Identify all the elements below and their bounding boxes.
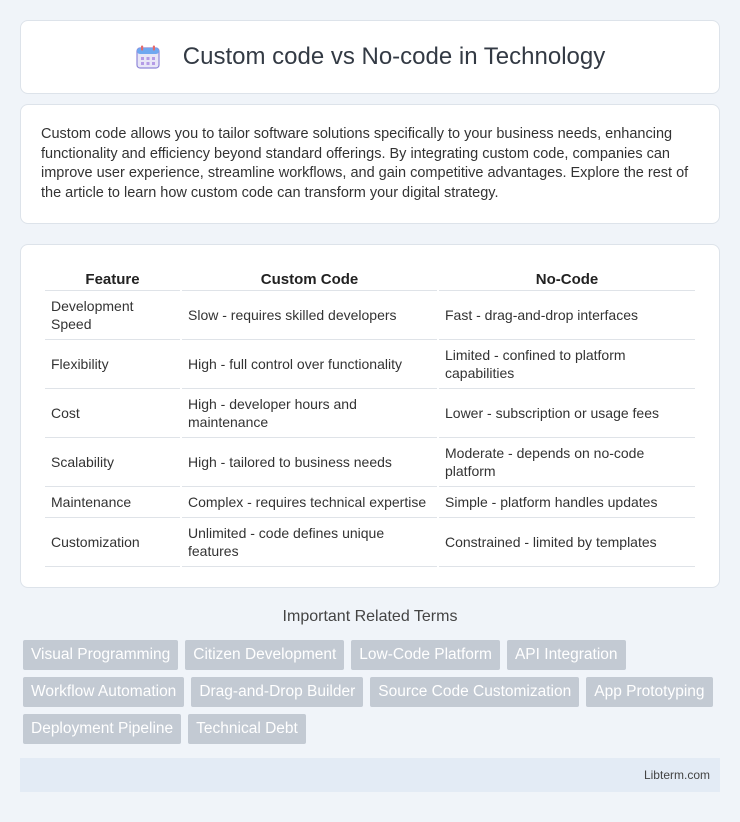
cell-no-code: Lower - subscription or usage fees [439,389,695,438]
related-terms-list [23,640,723,744]
footer [20,758,720,792]
column-header-no-code: No-Code [439,265,695,291]
tag-citizen-development[interactable]: Citizen Development [185,640,344,670]
table-header-row [45,265,695,291]
column-header-custom-code: Custom Code [182,265,437,291]
table-row [45,487,695,518]
related-terms-title: Important Related Terms [282,608,458,625]
cell-custom-code: Complex - requires technical expertise [182,487,437,518]
footer-site-link[interactable]: Libterm.com [643,768,710,782]
cell-no-code: Constrained - limited by templates [439,518,695,567]
table-row [45,291,695,340]
table-row [45,389,695,438]
cell-no-code: Simple - platform handles updates [439,487,695,518]
table-row [45,340,695,389]
cell-custom-code: Slow - requires skilled developers [182,291,437,340]
tag-visual-programming[interactable]: Visual Programming [23,640,178,670]
tag-low-code-platform[interactable]: Low-Code Platform [351,640,500,670]
table-row [45,438,695,487]
cell-feature: Development Speed [45,291,180,340]
tag-deployment-pipeline[interactable]: Deployment Pipeline [23,714,181,744]
page-title: Custom code vs No-code in Technology [182,43,606,70]
cell-feature: Maintenance [45,487,180,518]
tag-source-code-customization[interactable]: Source Code Customization [370,677,579,707]
cell-no-code: Moderate - depends on no-code platform [439,438,695,487]
tag-app-prototyping[interactable]: App Prototyping [586,677,712,707]
table-row [45,518,695,567]
comparison-table [43,265,697,567]
cell-no-code: Fast - drag-and-drop interfaces [439,291,695,340]
cell-custom-code: High - tailored to business needs [182,438,437,487]
tag-workflow-automation[interactable]: Workflow Automation [23,677,184,707]
calendar-icon [135,44,161,70]
cell-feature: Cost [45,389,180,438]
tag-technical-debt[interactable]: Technical Debt [188,714,306,744]
cell-no-code: Limited - confined to platform capabilities [439,340,695,389]
comparison-table-card [20,244,720,588]
cell-custom-code: High - developer hours and maintenance [182,389,437,438]
intro-text: Custom code allows you to tailor software solutions specifically to your business needs, enhancing functionality and efficiency beyond standard offerings. By integrating custom code, companies can improve user experience, streamline workflows, and gain competitive advantages. Explore the rest of the article to learn how custom code can transform your digital strategy. [41,126,689,201]
cell-feature: Customization [45,518,180,567]
tag-drag-and-drop-builder[interactable]: Drag-and-Drop Builder [191,677,363,707]
cell-custom-code: High - full control over functionality [182,340,437,389]
cell-feature: Scalability [45,438,180,487]
cell-feature: Flexibility [45,340,180,389]
cell-custom-code: Unlimited - code defines unique features [182,518,437,567]
column-header-feature: Feature [45,265,180,291]
intro-card [20,104,720,224]
tag-api-integration[interactable]: API Integration [507,640,626,670]
header-card [20,20,720,94]
